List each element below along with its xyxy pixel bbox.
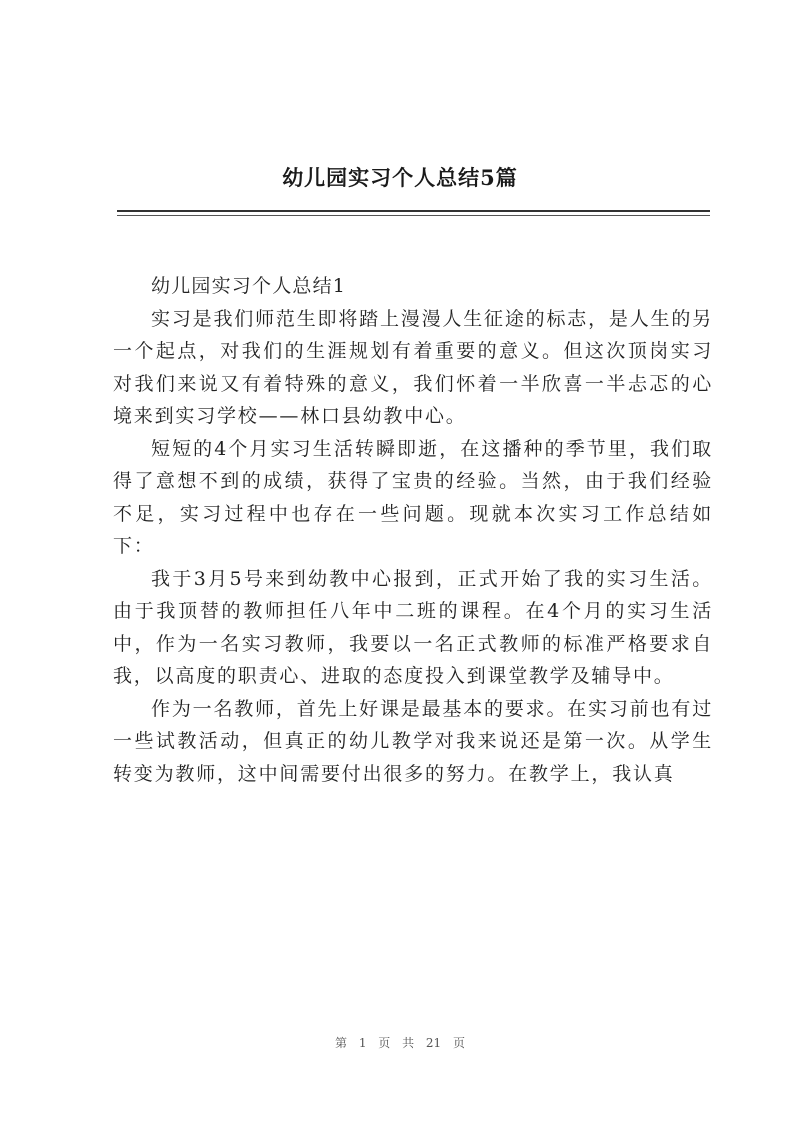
title-divider-thick (117, 210, 710, 212)
page-number-footer: 第 1 页 共 21 页 (335, 1036, 465, 1050)
paragraph: 我于3月5号来到幼教中心报到，正式开始了我的实习生活。由于我顶替的教师担任八年中二班的课程。在4个月的实习生活中，作为一名实习教师，我要以一名正式教师的标准严格要求自我，以高度的职责心、进取的态度投入到课堂教学及辅导中。 (113, 567, 713, 687)
paragraph: 实习是我们师范生即将踏上漫漫人生征途的标志，是人生的另一个起点，对我们的生涯规划有着重要的意义。但这次顶岗实习对我们来说又有着特殊的意义，我们怀着一半欣喜一半忐忑的心境来到实习学校——林口县幼教中心。 (113, 307, 713, 427)
document-title: 幼儿园实习个人总结5篇 (282, 165, 518, 190)
document-body (113, 270, 713, 790)
section-heading: 幼儿园实习个人总结1 (151, 275, 347, 297)
paragraph: 作为一名教师，首先上好课是最基本的要求。在实习前也有过一些试教活动，但真正的幼儿教学对我来说还是第一次。从学生转变为教师，这中间需要付出很多的努力。在教学上，我认真 (113, 697, 713, 785)
paragraph: 短短的4个月实习生活转瞬即逝，在这播种的季节里，我们取得了意想不到的成绩，获得了宝贵的经验。当然，由于我们经验不足，实习过程中也存在一些问题。现就本次实习工作总结如下： (113, 437, 713, 557)
title-divider-thin (117, 215, 710, 216)
